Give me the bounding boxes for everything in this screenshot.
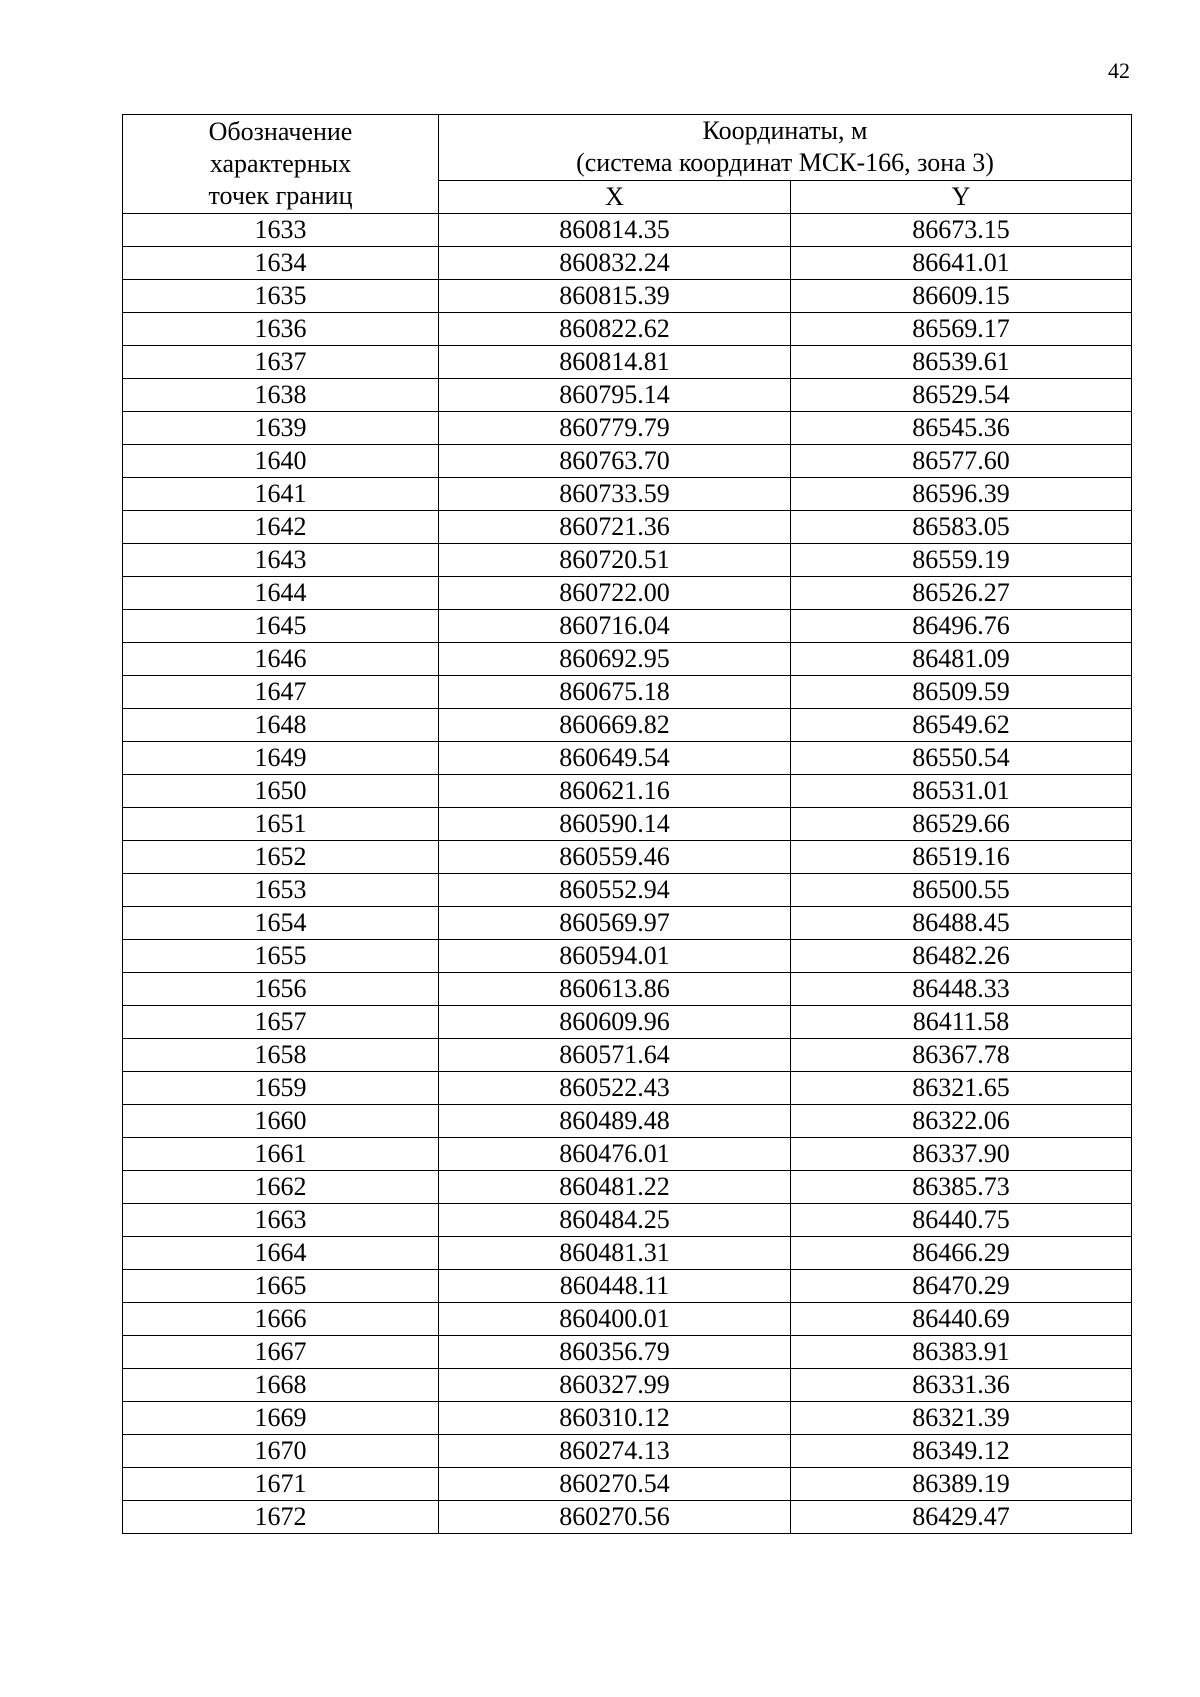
point-cell: 1633 <box>123 214 439 247</box>
table-row <box>123 1336 1132 1369</box>
table-row <box>123 1138 1132 1171</box>
table-row <box>123 808 1132 841</box>
point-cell: 1646 <box>123 643 439 676</box>
x-cell: 860649.54 <box>439 742 791 775</box>
point-cell: 1636 <box>123 313 439 346</box>
x-cell: 860609.96 <box>439 1006 791 1039</box>
x-column-header: X <box>439 180 791 213</box>
point-cell: 1647 <box>123 676 439 709</box>
y-cell: 86509.59 <box>791 676 1132 709</box>
table-row <box>123 1204 1132 1237</box>
x-cell: 860763.70 <box>439 445 791 478</box>
point-cell: 1635 <box>123 280 439 313</box>
table-row <box>123 907 1132 940</box>
y-cell: 86545.36 <box>791 412 1132 445</box>
designation-header-line: характерных <box>209 149 352 178</box>
x-cell: 860274.13 <box>439 1435 791 1468</box>
point-cell: 1641 <box>123 478 439 511</box>
table-header <box>123 115 1132 214</box>
y-cell: 86519.16 <box>791 841 1132 874</box>
x-cell: 860327.99 <box>439 1369 791 1402</box>
table-row <box>123 1171 1132 1204</box>
x-cell: 860733.59 <box>439 478 791 511</box>
y-cell: 86559.19 <box>791 544 1132 577</box>
y-cell: 86322.06 <box>791 1105 1132 1138</box>
x-cell: 860590.14 <box>439 808 791 841</box>
y-cell: 86577.60 <box>791 445 1132 478</box>
y-cell: 86569.17 <box>791 313 1132 346</box>
point-cell: 1643 <box>123 544 439 577</box>
table-row <box>123 1006 1132 1039</box>
table-row <box>123 346 1132 379</box>
x-cell: 860400.01 <box>439 1303 791 1336</box>
table-row <box>123 247 1132 280</box>
y-cell: 86539.61 <box>791 346 1132 379</box>
table-row <box>123 1435 1132 1468</box>
x-cell: 860814.81 <box>439 346 791 379</box>
table-row <box>123 214 1132 247</box>
table-row <box>123 940 1132 973</box>
x-cell: 860822.62 <box>439 313 791 346</box>
page-number: 42 <box>1108 58 1130 83</box>
table-row <box>123 709 1132 742</box>
y-cell: 86385.73 <box>791 1171 1132 1204</box>
point-cell: 1642 <box>123 511 439 544</box>
table-row <box>123 1468 1132 1501</box>
point-cell: 1666 <box>123 1303 439 1336</box>
table-row <box>123 1501 1132 1534</box>
y-cell: 86470.29 <box>791 1270 1132 1303</box>
point-cell: 1654 <box>123 907 439 940</box>
x-cell: 860815.39 <box>439 280 791 313</box>
x-cell: 860613.86 <box>439 973 791 1006</box>
x-cell: 860594.01 <box>439 940 791 973</box>
x-cell: 860356.79 <box>439 1336 791 1369</box>
y-cell: 86337.90 <box>791 1138 1132 1171</box>
table-row <box>123 1270 1132 1303</box>
point-cell: 1649 <box>123 742 439 775</box>
y-cell: 86448.33 <box>791 973 1132 1006</box>
point-cell: 1644 <box>123 577 439 610</box>
x-cell: 860675.18 <box>439 676 791 709</box>
y-cell: 86641.01 <box>791 247 1132 280</box>
y-cell: 86549.62 <box>791 709 1132 742</box>
table-row <box>123 577 1132 610</box>
table-row <box>123 1039 1132 1072</box>
point-cell: 1665 <box>123 1270 439 1303</box>
table-row <box>123 412 1132 445</box>
x-cell: 860621.16 <box>439 775 791 808</box>
y-cell: 86496.76 <box>791 610 1132 643</box>
x-cell: 860310.12 <box>439 1402 791 1435</box>
point-cell: 1662 <box>123 1171 439 1204</box>
x-cell: 860476.01 <box>439 1138 791 1171</box>
y-cell: 86466.29 <box>791 1237 1132 1270</box>
table-row <box>123 841 1132 874</box>
point-cell: 1657 <box>123 1006 439 1039</box>
y-cell: 86331.36 <box>791 1369 1132 1402</box>
point-cell: 1651 <box>123 808 439 841</box>
table-row <box>123 973 1132 1006</box>
x-cell: 860721.36 <box>439 511 791 544</box>
x-cell: 860522.43 <box>439 1072 791 1105</box>
point-cell: 1655 <box>123 940 439 973</box>
x-cell: 860552.94 <box>439 874 791 907</box>
coordinates-header <box>439 115 1132 181</box>
point-cell: 1664 <box>123 1237 439 1270</box>
table-row <box>123 280 1132 313</box>
table-row <box>123 676 1132 709</box>
y-cell: 86367.78 <box>791 1039 1132 1072</box>
y-cell: 86482.26 <box>791 940 1132 973</box>
table-row <box>123 643 1132 676</box>
coordinates-table <box>122 114 1132 1534</box>
x-cell: 860270.54 <box>439 1468 791 1501</box>
table-row <box>123 1303 1132 1336</box>
point-cell: 1638 <box>123 379 439 412</box>
point-cell: 1672 <box>123 1501 439 1534</box>
point-cell: 1653 <box>123 874 439 907</box>
table-row <box>123 511 1132 544</box>
y-cell: 86673.15 <box>791 214 1132 247</box>
y-cell: 86500.55 <box>791 874 1132 907</box>
y-cell: 86389.19 <box>791 1468 1132 1501</box>
point-cell: 1637 <box>123 346 439 379</box>
table-row <box>123 1105 1132 1138</box>
x-cell: 860559.46 <box>439 841 791 874</box>
coordinates-header-line: (система координат МСК-166, зона 3) <box>576 148 994 178</box>
point-cell: 1660 <box>123 1105 439 1138</box>
table-row <box>123 478 1132 511</box>
table-row <box>123 445 1132 478</box>
x-cell: 860669.82 <box>439 709 791 742</box>
y-cell: 86531.01 <box>791 775 1132 808</box>
point-cell: 1663 <box>123 1204 439 1237</box>
coordinates-header-line: Координаты, м <box>702 116 868 146</box>
x-cell: 860692.95 <box>439 643 791 676</box>
table-row <box>123 1072 1132 1105</box>
point-cell: 1645 <box>123 610 439 643</box>
point-cell: 1659 <box>123 1072 439 1105</box>
x-cell: 860779.79 <box>439 412 791 445</box>
x-cell: 860270.56 <box>439 1501 791 1534</box>
x-cell: 860814.35 <box>439 214 791 247</box>
point-cell: 1667 <box>123 1336 439 1369</box>
table-row <box>123 379 1132 412</box>
table-row <box>123 742 1132 775</box>
table-row <box>123 1369 1132 1402</box>
x-cell: 860484.25 <box>439 1204 791 1237</box>
y-cell: 86609.15 <box>791 280 1132 313</box>
y-cell: 86440.69 <box>791 1303 1132 1336</box>
y-column-header: Y <box>791 180 1132 213</box>
x-cell: 860571.64 <box>439 1039 791 1072</box>
point-cell: 1669 <box>123 1402 439 1435</box>
table-row <box>123 874 1132 907</box>
y-cell: 86429.47 <box>791 1501 1132 1534</box>
table-body <box>123 214 1132 1534</box>
y-cell: 86383.91 <box>791 1336 1132 1369</box>
x-cell: 860481.31 <box>439 1237 791 1270</box>
x-cell: 860569.97 <box>439 907 791 940</box>
y-cell: 86529.66 <box>791 808 1132 841</box>
table-row <box>123 775 1132 808</box>
point-cell: 1658 <box>123 1039 439 1072</box>
y-cell: 86440.75 <box>791 1204 1132 1237</box>
y-cell: 86481.09 <box>791 643 1132 676</box>
y-cell: 86411.58 <box>791 1006 1132 1039</box>
table-row <box>123 610 1132 643</box>
table-row <box>123 544 1132 577</box>
x-cell: 860716.04 <box>439 610 791 643</box>
designation-header-line: Обозначение <box>208 117 353 146</box>
point-cell: 1656 <box>123 973 439 1006</box>
y-cell: 86321.39 <box>791 1402 1132 1435</box>
point-cell: 1670 <box>123 1435 439 1468</box>
table-row <box>123 313 1132 346</box>
point-cell: 1661 <box>123 1138 439 1171</box>
point-cell: 1648 <box>123 709 439 742</box>
table-row <box>123 1237 1132 1270</box>
designation-header <box>123 115 439 214</box>
y-cell: 86321.65 <box>791 1072 1132 1105</box>
point-cell: 1650 <box>123 775 439 808</box>
y-cell: 86596.39 <box>791 478 1132 511</box>
x-cell: 860722.00 <box>439 577 791 610</box>
y-cell: 86583.05 <box>791 511 1132 544</box>
y-cell: 86488.45 <box>791 907 1132 940</box>
x-cell: 860489.48 <box>439 1105 791 1138</box>
point-cell: 1668 <box>123 1369 439 1402</box>
x-cell: 860720.51 <box>439 544 791 577</box>
point-cell: 1634 <box>123 247 439 280</box>
y-cell: 86526.27 <box>791 577 1132 610</box>
x-cell: 860448.11 <box>439 1270 791 1303</box>
table-row <box>123 1402 1132 1435</box>
y-cell: 86529.54 <box>791 379 1132 412</box>
x-cell: 860832.24 <box>439 247 791 280</box>
x-cell: 860481.22 <box>439 1171 791 1204</box>
designation-header-line: точек границ <box>208 181 353 210</box>
point-cell: 1671 <box>123 1468 439 1501</box>
x-cell: 860795.14 <box>439 379 791 412</box>
point-cell: 1652 <box>123 841 439 874</box>
y-cell: 86349.12 <box>791 1435 1132 1468</box>
point-cell: 1639 <box>123 412 439 445</box>
y-cell: 86550.54 <box>791 742 1132 775</box>
point-cell: 1640 <box>123 445 439 478</box>
